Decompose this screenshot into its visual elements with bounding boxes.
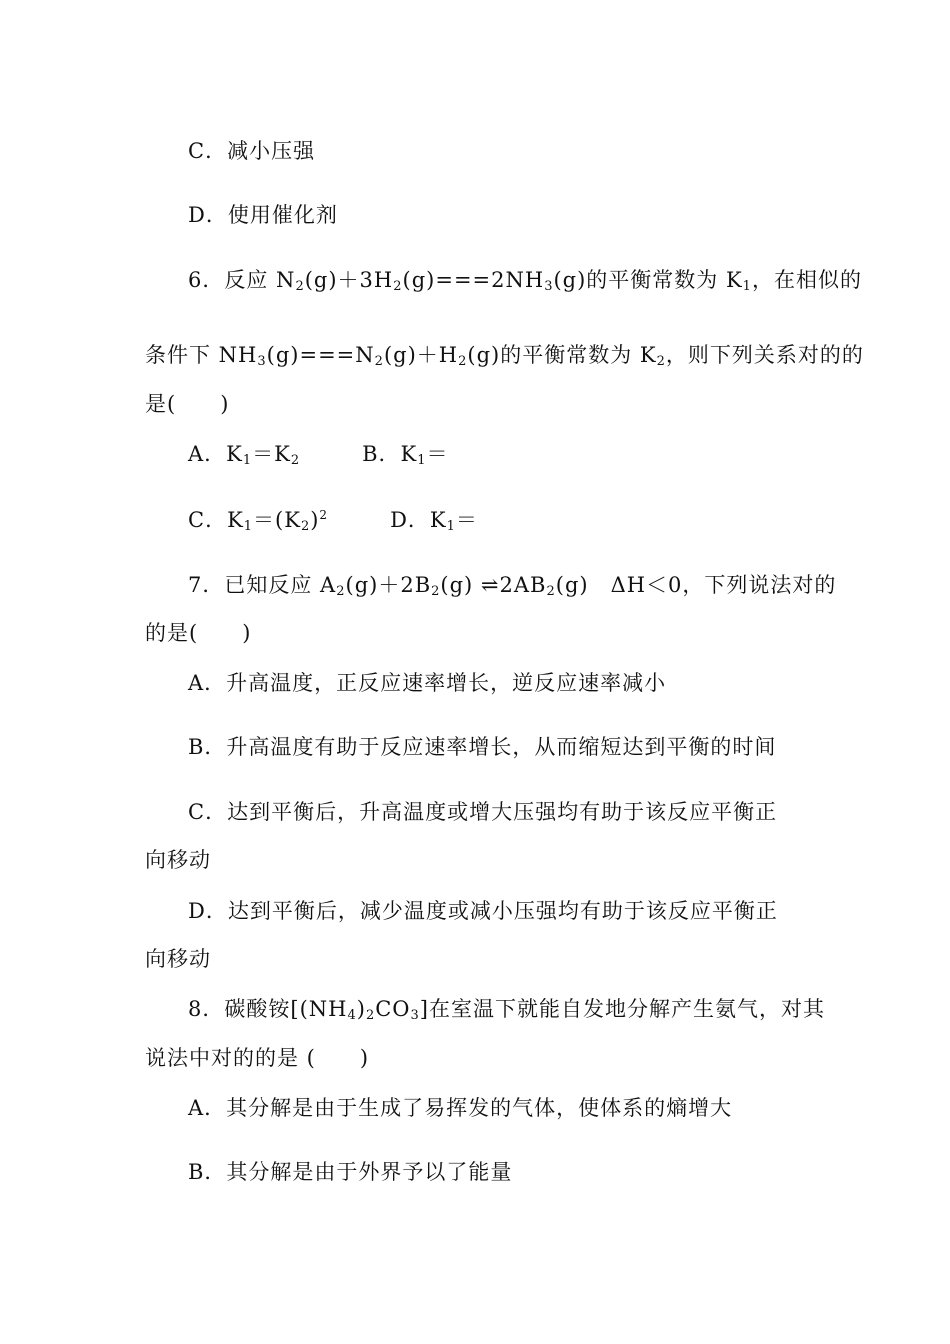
question-number: 7． (188, 573, 225, 597)
q7-option-c-line-1: C．达到平衡后，升高温度或增大压强均有助于该反应平衡正 (188, 800, 778, 824)
q7-stem-line-2: 的是( ) (145, 621, 252, 645)
q5-option-d: D．使用催化剂 (188, 203, 338, 227)
q7-option-b: B．升高温度有助于反应速率增长，从而缩短达到平衡的时间 (188, 735, 777, 759)
q6-option-b: B．$K_1=$ (362, 442, 449, 468)
q6-option-c: C．$K_1=(K_2)^2$ (188, 508, 329, 534)
q7-stem-line-1: 7．已知反应 $A_2(g)+2B_2(g)$ $\rightleftharpoons 2AB_2(g)$ ΔH＜0，下列说法对的 (188, 573, 837, 599)
q6-options-cd (188, 505, 478, 535)
q7-option-c-line-2: 向移动 (145, 848, 211, 872)
q6-option-d: D．$K_1=$ (390, 508, 478, 534)
q6-stem-line-1: 6．反应 $N_2(g)+3H_2(g)===2NH_3(g)$的平衡常数为 $K_1$，在相似的 (188, 268, 862, 294)
q8-stem-line-1: 8．碳酸铵$[(NH_4)_2CO_3]$在室温下就能自发地分解产生氨气，对其 (188, 997, 825, 1023)
q8-option-b: B．其分解是由于外界予以了能量 (188, 1160, 513, 1184)
q7-option-a: A．升高温度，正反应速率增长，逆反应速率减小 (188, 671, 667, 695)
question-number: 8． (188, 997, 225, 1021)
q7-option-d-line-1: D．达到平衡后，减少温度或减小压强均有助于该反应平衡正 (188, 899, 778, 923)
q8-option-a: A．其分解是由于生成了易挥发的气体，使体系的熵增大 (188, 1096, 733, 1120)
q6-options-ab (188, 439, 449, 469)
q7-option-d-line-2: 向移动 (145, 947, 211, 971)
q6-stem-line-3: 是( ) (145, 392, 230, 416)
question-number: 6． (188, 268, 225, 292)
q8-stem-line-2: 说法中对的的是 ( ) (145, 1046, 370, 1070)
q6-stem-line-2: 条件下 $NH_3(g)===N_2(g)+H_2(g)$的平衡常数为 $K_2$，则下列关系对的的 (145, 343, 864, 369)
q6-option-a: A．$K_1=K_2$ (188, 442, 301, 468)
q5-option-c: C．减小压强 (188, 139, 316, 163)
